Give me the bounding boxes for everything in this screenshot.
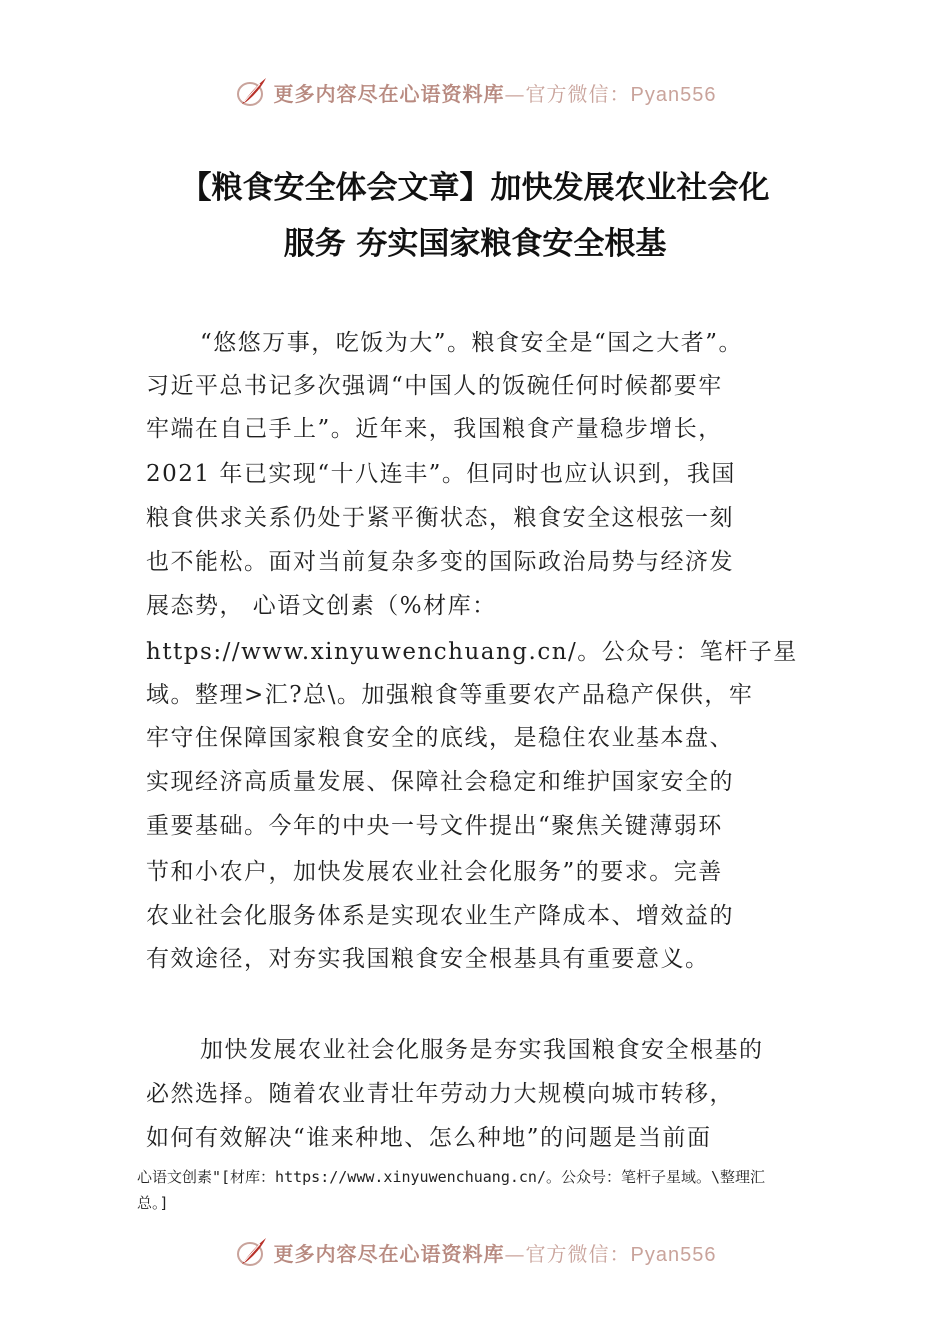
paragraph-2-line: 如何有效解决“谁来种地、怎么种地”的问题是当前面 (146, 1125, 712, 1151)
banner-text (274, 78, 717, 107)
footnote-line-1: 心语文创素"[材库：https://www.xinyuwenchuang.cn/。公众号：笔杆子星域。\整理汇 (137, 1168, 766, 1186)
title-line-2: 服务 夯实国家粮食安全根基 (283, 226, 667, 262)
banner-wechat-id: Pyan556 (630, 83, 717, 106)
paragraph-1-line: 牢端在自己手上”。近年来，我国粮食产量稳步增长， (146, 416, 723, 442)
paragraph-1-line: “悠悠万事，吃饭为大”。粮食安全是“国之大者”。 (200, 330, 744, 356)
paragraph-1-line: 节和小农户，加快发展农业社会化服务”的要求。完善 (146, 859, 723, 885)
banner-main-text: 更多内容尽在心语资料库 (273, 1241, 505, 1266)
page-title (0, 160, 950, 272)
paragraph-1-line: 也不能松。面对当前复杂多变的国际政治局势与经济发 (146, 549, 734, 575)
paragraph-2-line: 必然选择。随着农业青壮年劳动力大规模向城市转移， (146, 1081, 734, 1107)
paragraph-2-line: 加快发展农业社会化服务是夯实我国粮食安全根基的 (200, 1037, 764, 1063)
footnote-line-2: 总。] (137, 1194, 169, 1212)
paragraph-1-line: 2021 年已实现“十八连丰”。但同时也应认识到，我国 (146, 461, 736, 487)
banner-dash: — (504, 81, 526, 106)
banner-wechat-id: Pyan556 (630, 1243, 717, 1266)
paragraph-1-line: 重要基础。今年的中央一号文件提出“聚焦关键薄弱环 (146, 813, 723, 839)
paragraph-1-line: 有效途径，对夯实我国粮食安全根基具有重要意义。 (146, 946, 710, 972)
paragraph-1-line: 习近平总书记多次强调“中国人的饭碗任何时候都要牢 (146, 373, 723, 399)
paragraph-1-line: 实现经济高质量发展、保障社会稳定和维护国家安全的 (146, 769, 734, 795)
paragraph-1-line: 域。整理>汇?总\。加强粮食等重要农产品稳产保供，牢 (146, 682, 754, 708)
banner-official-text: 官方微信： (525, 81, 631, 106)
banner-dash: — (504, 1241, 526, 1266)
footer-banner (0, 1230, 950, 1274)
paragraph-1-line: 农业社会化服务体系是实现农业生产降成本、增效益的 (146, 903, 734, 929)
quill-logo-icon (234, 1234, 270, 1270)
paragraph-1-line: 展态势， 心语文创素（%材库： (146, 593, 497, 619)
title-line-1: 【粮食安全体会文章】加快发展农业社会化 (180, 170, 770, 206)
paragraph-1-line: 粮食供求关系仍处于紧平衡状态，粮食安全这根弦一刻 (146, 505, 734, 531)
banner-text (274, 1238, 717, 1267)
quill-logo-icon (234, 74, 270, 110)
paragraph-1-line: https://www.xinyuwenchuang.cn/。公众号：笔杆子星 (146, 639, 798, 665)
paragraph-1-line: 牢守住保障国家粮食安全的底线，是稳住农业基本盘、 (146, 725, 734, 751)
banner-official-text: 官方微信： (525, 1241, 631, 1266)
header-banner (0, 70, 950, 114)
banner-main-text: 更多内容尽在心语资料库 (273, 81, 505, 106)
